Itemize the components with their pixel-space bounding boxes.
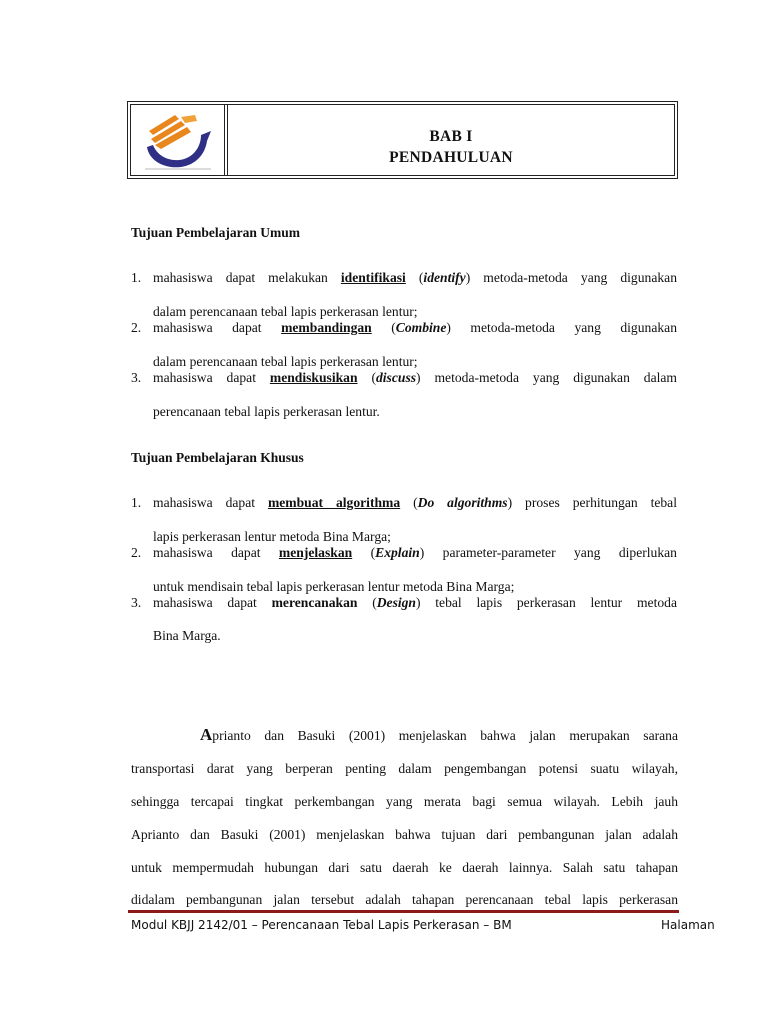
english-term: Do algorithms <box>417 495 508 510</box>
specific-objectives-heading: Tujuan Pembelajaran Khusus <box>131 450 304 465</box>
list-number: 2. <box>131 320 142 335</box>
keyword: identifikasi <box>340 270 406 285</box>
keyword: mendiskusikan <box>269 370 358 385</box>
paragraph-line: didalam pembangunan jalan tersebut adalah tahapan perencanaan tebal lapis perkerasan <box>131 892 678 907</box>
paragraph-line: transportasi darat yang berperan penting dalam pengembangan potensi suatu wilayah, <box>131 761 678 776</box>
footer-rule <box>128 910 679 913</box>
general-objectives-heading: Tujuan Pembelajaran Umum <box>131 225 301 240</box>
english-term: Explain <box>375 545 420 560</box>
paragraph-line: Aprianto dan Basuki (2001) menjelaskan bahwa tujuan dari pembangunan jalan adalah <box>131 827 678 842</box>
english-term: identify <box>423 270 466 285</box>
list-item-continuation: perencanaan tebal lapis perkerasan lentur. <box>153 404 380 419</box>
keyword: membandingan <box>281 320 372 335</box>
chapter-number: BAB I <box>429 128 473 145</box>
list-number: 1. <box>131 495 142 510</box>
english-term: discuss <box>375 370 417 385</box>
logo-cell <box>131 105 225 175</box>
university-logo-icon <box>131 105 224 177</box>
english-term: Combine <box>395 320 447 335</box>
document-page: BAB I PENDAHULUAN Tujuan Pembelajaran Umum 1. mahasiswa dapat melakukan identifikasi (identify) metoda-metoda yang digunakan dalam perencanaan tebal lapis perkerasan lentur; 2. mahasiswa dapat membandingan (Combine) metoda-metoda yang digunakan dalam perencanaan tebal lapis perkerasan lentur; 3. mahasiswa dapat mendiskusikan (discuss) metoda-metoda yang digunakan dalam perencanaan tebal lapis perkerasan lentur. Tujuan Pembelajaran Khusus 1. mahasiswa dapat membuat algorithma (Do algorithms) proses perhitungan tebal lapis perkerasan lentur metoda Bina Marga; 2. mahasiswa dapat menjelaskan (Explain) parameter-parameter yang diperlukan untuk mendisain tebal lapis perkerasan lentur metoda Bina Marga; 3. mahasiswa dapat merencanakan (Design) tebal lapis perkerasan lentur metoda Bina Marga. Aprianto dan Basuki (2001) menjelaskan bahwa jalan merupakan sarana transportasi darat yang berperan penting dalam pengembangan potensi suatu wilayah, sehingga tercapai tingkat perkembangan yang merata bagi semua wilayah. Lebih jauh Aprianto dan Basuki (2001) menjelaskan bahwa tujuan dari pembangunan jalan adalah untuk mempermudah hubungan dari satu daerah ke daerah lainnya. Salah satu tahapan didalam pembangunan jalan tersebut adalah tahapan perencanaan tebal lapis perkerasan Modul KBJJ 2142/01 – Perencanaan Tebal Lapis Perkerasan – BM Halaman <box>0 0 768 1024</box>
list-number: 1. <box>131 270 142 285</box>
list-item-continuation: lapis perkerasan lentur metoda Bina Marga; <box>153 529 391 544</box>
list-number: 2. <box>131 545 142 560</box>
list-number: 3. <box>131 595 142 610</box>
drop-cap: A <box>200 725 213 744</box>
list-item-continuation: dalam perencanaan tebal lapis perkerasan lentur; <box>153 304 418 319</box>
footer-page-label: Halaman <box>661 918 715 932</box>
list-item-continuation: untuk mendisain tebal lapis perkerasan lentur metoda Bina Marga; <box>153 579 515 594</box>
list-item-continuation: Bina Marga. <box>153 628 221 643</box>
chapter-title-cell <box>228 105 674 175</box>
footer-module-title: Modul KBJJ 2142/01 – Perencanaan Tebal Lapis Perkerasan – BM <box>131 918 512 932</box>
keyword: membuat algorithma <box>267 495 401 510</box>
list-number: 3. <box>131 370 142 385</box>
paragraph-line: untuk mempermudah hubungan dari satu daerah ke daerah lainnya. Salah satu tahapan <box>131 860 678 875</box>
paragraph-line: sehingga tercapai tingkat perkembangan yang merata bagi semua wilayah. Lebih jauh <box>131 794 678 809</box>
paragraph-line: Aprianto dan Basuki (2001) menjelaskan bahwa jalan merupakan sarana <box>200 725 678 744</box>
english-term: Design <box>376 595 416 610</box>
keyword: merencanakan <box>271 595 358 610</box>
keyword: menjelaskan <box>278 545 353 560</box>
chapter-title: PENDAHULUAN <box>389 149 513 166</box>
list-item-continuation: dalam perencanaan tebal lapis perkerasan lentur; <box>153 354 418 369</box>
chapter-header-box <box>127 101 678 179</box>
